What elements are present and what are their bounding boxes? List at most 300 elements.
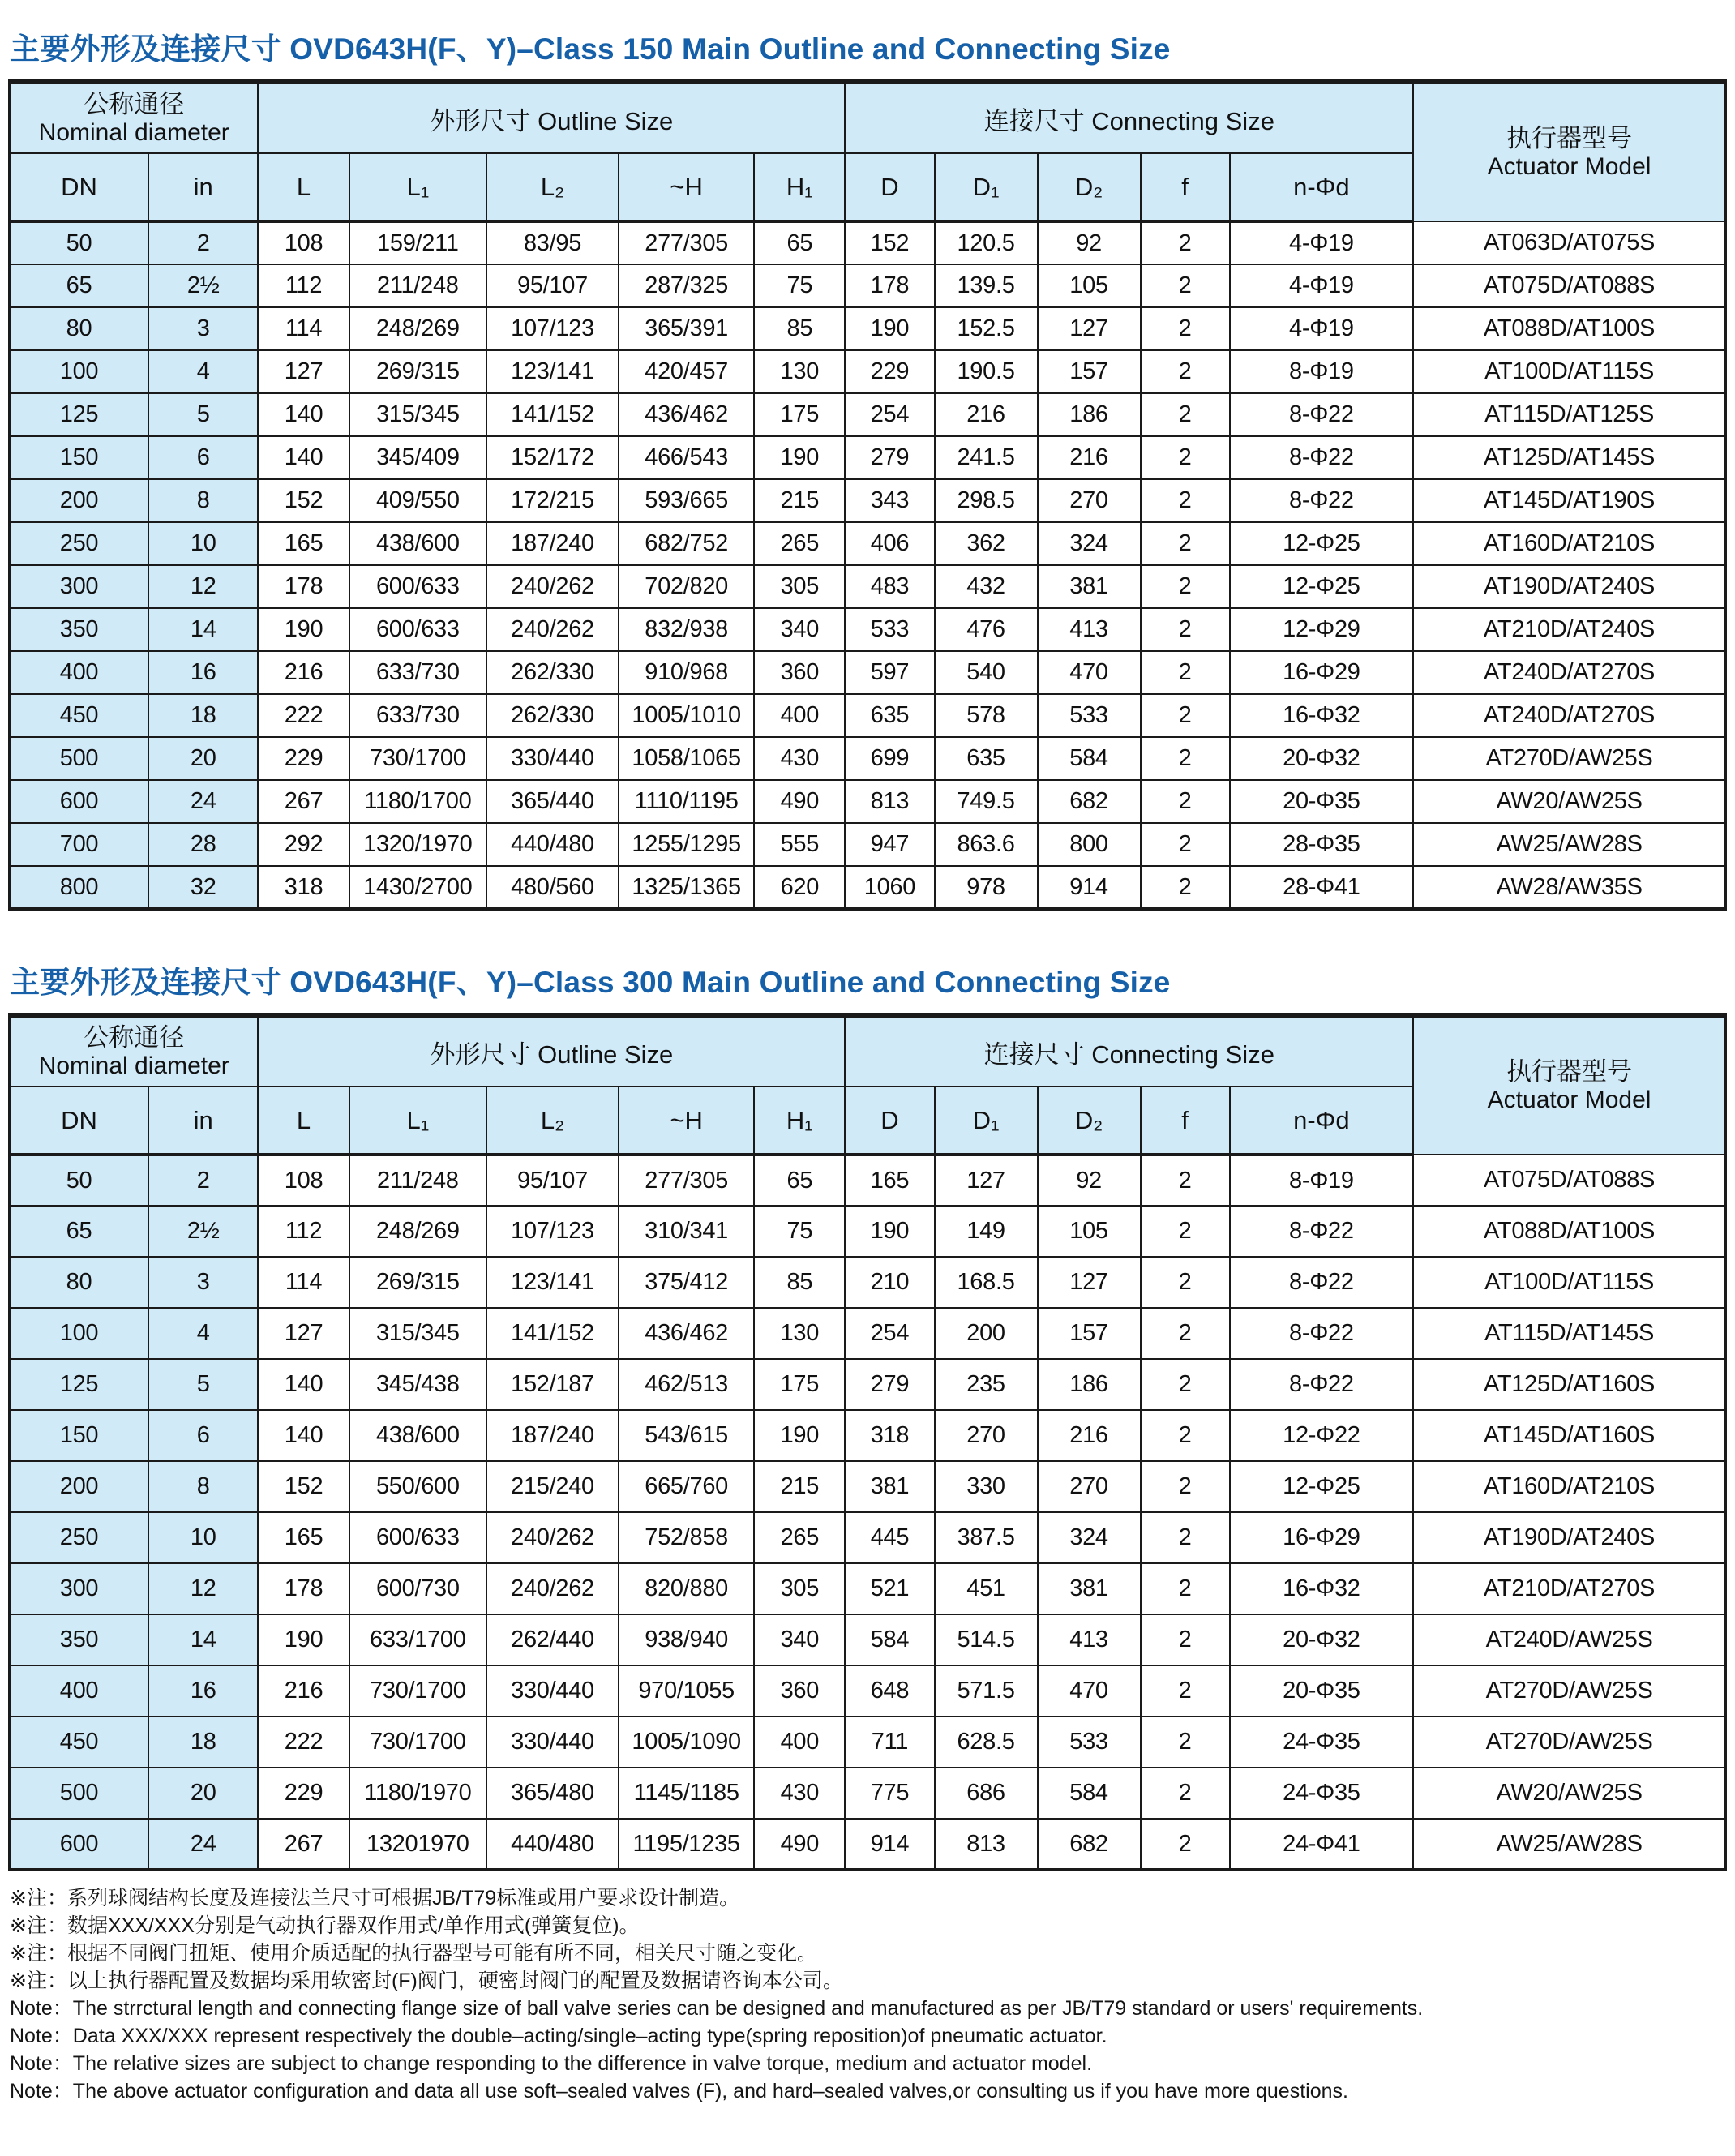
class300-dimension-table — [8, 1013, 1727, 1871]
dimension-cell: 2 — [1141, 1819, 1230, 1870]
dimension-cell: 365/391 — [619, 307, 754, 350]
dn-cell: 300 — [10, 1563, 148, 1614]
dimension-cell: 127 — [1038, 1257, 1141, 1308]
dimension-cell: 12-Φ25 — [1230, 522, 1414, 565]
dimension-cell: 92 — [1038, 1155, 1141, 1206]
actuator-model-header — [1413, 1015, 1725, 1155]
dimension-cell: 820/880 — [619, 1563, 754, 1614]
dn-cell: 350 — [10, 1614, 148, 1665]
dimension-cell: 114 — [258, 1257, 349, 1308]
dimension-cell: 8-Φ22 — [1230, 479, 1414, 522]
note-line: ※注：系列球阀结构长度及连接法兰尺寸可根据JB/T79标准或用户要求设计制造。 — [10, 1887, 740, 1910]
column-header-l: L₁ — [349, 153, 486, 221]
dimension-cell: 436/462 — [619, 1308, 754, 1359]
dimension-cell: 360 — [754, 1665, 845, 1717]
dimension-cell: 409/550 — [349, 479, 486, 522]
dimension-cell: 190.5 — [935, 350, 1038, 393]
dn-cell: 80 — [10, 307, 148, 350]
dimension-cell: 2 — [148, 221, 258, 264]
dimension-cell: 24 — [148, 780, 258, 823]
dimension-cell: 20 — [148, 1768, 258, 1819]
actuator-model-cell: AT063D/AT075S — [1413, 221, 1725, 264]
dimension-cell: 190 — [754, 436, 845, 479]
dimension-cell: 298.5 — [935, 479, 1038, 522]
actuator-model-cell: AW28/AW35S — [1413, 866, 1725, 909]
dimension-cell: 483 — [845, 565, 934, 608]
dimension-cell: 438/600 — [349, 522, 486, 565]
dimension-cell: 813 — [845, 780, 934, 823]
dimension-cell: 240/262 — [486, 1563, 619, 1614]
dimension-cell: 65 — [754, 1155, 845, 1206]
actuator-model-cell: AW20/AW25S — [1413, 780, 1725, 823]
dimension-cell: 240/262 — [486, 608, 619, 651]
column-header-d: D — [845, 153, 934, 221]
dimension-cell: 108 — [258, 1155, 349, 1206]
dimension-cell: 413 — [1038, 608, 1141, 651]
actuator-model-cell: AW25/AW28S — [1413, 1819, 1725, 1870]
dimension-cell: 157 — [1038, 1308, 1141, 1359]
group-header-row — [10, 1015, 1726, 1087]
actuator-model-cell: AT270D/AW25S — [1413, 1717, 1725, 1768]
column-header-dn: DN — [10, 1087, 148, 1155]
dimension-cell: 254 — [845, 1308, 934, 1359]
dimension-cell: 315/345 — [349, 393, 486, 436]
actuator-model-cell: AT088D/AT100S — [1413, 307, 1725, 350]
dimension-cell: 216 — [258, 1665, 349, 1717]
dimension-cell: 105 — [1038, 1206, 1141, 1257]
dimension-cell: 165 — [258, 522, 349, 565]
dimension-cell: 152 — [845, 221, 934, 264]
actuator-model-cell: AT160D/AT210S — [1413, 522, 1725, 565]
dimension-cell: 267 — [258, 1819, 349, 1870]
dimension-cell: 665/760 — [619, 1461, 754, 1512]
dimension-cell: 216 — [258, 651, 349, 694]
dimension-cell: 165 — [845, 1155, 934, 1206]
table-row — [10, 264, 1726, 307]
dimension-cell: 1145/1185 — [619, 1768, 754, 1819]
note-line: Note：Data XXX/XXX represent respectively the double–acting/single–acting type(spring reposition)of pneumatic actuator. — [10, 2025, 1107, 2047]
dimension-cell: 682 — [1038, 1819, 1141, 1870]
dimension-cell: 978 — [935, 866, 1038, 909]
dimension-cell: 141/152 — [486, 1308, 619, 1359]
dimension-cell: 141/152 — [486, 393, 619, 436]
dimension-cell: 2 — [1141, 1308, 1230, 1359]
column-header-l: L₂ — [486, 153, 619, 221]
dimension-cell: 8-Φ19 — [1230, 1155, 1414, 1206]
dimension-cell: 1320/1970 — [349, 823, 486, 866]
dimension-cell: 578 — [935, 694, 1038, 737]
dn-cell: 400 — [10, 651, 148, 694]
dimension-cell: 593/665 — [619, 479, 754, 522]
dimension-cell: 6 — [148, 436, 258, 479]
dimension-cell: 340 — [754, 1614, 845, 1665]
dimension-cell: 75 — [754, 264, 845, 307]
table-row — [10, 1359, 1726, 1410]
dimension-cell: 476 — [935, 608, 1038, 651]
dimension-cell: 10 — [148, 522, 258, 565]
dimension-cell: 1180/1970 — [349, 1768, 486, 1819]
dimension-cell: 4-Φ19 — [1230, 221, 1414, 264]
dimension-cell: 215 — [754, 1461, 845, 1512]
dimension-cell: 2 — [1141, 1155, 1230, 1206]
dimension-cell: 65 — [754, 221, 845, 264]
dimension-cell: 130 — [754, 350, 845, 393]
dimension-cell: 112 — [258, 1206, 349, 1257]
dimension-cell: 318 — [258, 866, 349, 909]
dn-cell: 300 — [10, 565, 148, 608]
dimension-cell: 8 — [148, 479, 258, 522]
dimension-cell: 95/107 — [486, 264, 619, 307]
dimension-cell: 2½ — [148, 1206, 258, 1257]
column-header-f: f — [1141, 1087, 1230, 1155]
dimension-cell: 2 — [1141, 866, 1230, 909]
dimension-cell: 190 — [845, 1206, 934, 1257]
dimension-cell: 540 — [935, 651, 1038, 694]
column-header-l: L₂ — [486, 1087, 619, 1155]
dimension-cell: 365/440 — [486, 780, 619, 823]
dimension-cell: 635 — [845, 694, 934, 737]
dn-cell: 350 — [10, 608, 148, 651]
column-header-dn: DN — [10, 153, 148, 221]
dimension-cell: 262/440 — [486, 1614, 619, 1665]
dimension-cell: 120.5 — [935, 221, 1038, 264]
actuator-model-cell: AT100D/AT115S — [1413, 1257, 1725, 1308]
dimension-cell: 682 — [1038, 780, 1141, 823]
dimension-cell: 277/305 — [619, 1155, 754, 1206]
dimension-cell: 140 — [258, 436, 349, 479]
dimension-cell: 2 — [1141, 1665, 1230, 1717]
dimension-cell: 16 — [148, 651, 258, 694]
column-header-nd: n-Φd — [1230, 1087, 1414, 1155]
dimension-cell: 159/211 — [349, 221, 486, 264]
dimension-cell: 633/730 — [349, 694, 486, 737]
nominal-diameter-en: Nominal diameter — [38, 1052, 229, 1079]
dimension-cell: 16-Φ32 — [1230, 1563, 1414, 1614]
nominal-diameter-header — [10, 1015, 259, 1087]
table-row — [10, 522, 1726, 565]
dimension-cell: 400 — [754, 1717, 845, 1768]
dimension-cell: 533 — [845, 608, 934, 651]
dimension-cell: 287/325 — [619, 264, 754, 307]
dimension-cell: 18 — [148, 1717, 258, 1768]
actuator-model-cell: AT240D/AW25S — [1413, 1614, 1725, 1665]
table-row — [10, 1206, 1726, 1257]
dimension-cell: 172/215 — [486, 479, 619, 522]
dimension-cell: 4 — [148, 350, 258, 393]
dimension-cell: 584 — [1038, 737, 1141, 780]
group-header-row — [10, 82, 1726, 153]
column-header-h: ~H — [619, 1087, 754, 1155]
dimension-cell: 152.5 — [935, 307, 1038, 350]
dimension-cell: 24-Φ35 — [1230, 1717, 1414, 1768]
dimension-cell: 305 — [754, 565, 845, 608]
dimension-cell: 8-Φ19 — [1230, 350, 1414, 393]
dimension-cell: 190 — [754, 1410, 845, 1461]
dimension-cell: 5 — [148, 1359, 258, 1410]
dimension-cell: 813 — [935, 1819, 1038, 1870]
actuator-model-cell: AT145D/AT190S — [1413, 479, 1725, 522]
dn-cell: 400 — [10, 1665, 148, 1717]
dimension-cell: 2 — [1141, 350, 1230, 393]
dimension-cell: 2 — [1141, 694, 1230, 737]
dimension-cell: 270 — [1038, 479, 1141, 522]
dimension-cell: 324 — [1038, 522, 1141, 565]
dimension-cell: 440/480 — [486, 823, 619, 866]
column-header-d: D — [845, 1087, 934, 1155]
actuator-model-zh: 执行器型号 — [1506, 1057, 1633, 1086]
dimension-cell: 123/141 — [486, 1257, 619, 1308]
actuator-model-cell: AT190D/AT240S — [1413, 1512, 1725, 1563]
dimension-cell: 270 — [935, 1410, 1038, 1461]
dimension-cell: 178 — [258, 1563, 349, 1614]
dimension-cell: 438/600 — [349, 1410, 486, 1461]
table-row — [10, 350, 1726, 393]
dimension-cell: 12-Φ25 — [1230, 565, 1414, 608]
dimension-cell: 571.5 — [935, 1665, 1038, 1717]
dimension-cell: 229 — [845, 350, 934, 393]
dimension-cell: 635 — [935, 737, 1038, 780]
footnotes-en — [10, 1995, 1727, 2105]
dn-cell: 125 — [10, 393, 148, 436]
dimension-cell: 16-Φ32 — [1230, 694, 1414, 737]
dimension-cell: 8-Φ22 — [1230, 393, 1414, 436]
dimension-cell: 430 — [754, 737, 845, 780]
dimension-cell: 1325/1365 — [619, 866, 754, 909]
dimension-cell: 2 — [1141, 1717, 1230, 1768]
dimension-cell: 20-Φ32 — [1230, 737, 1414, 780]
dimension-cell: 490 — [754, 780, 845, 823]
dimension-cell: 12-Φ25 — [1230, 1461, 1414, 1512]
dimension-cell: 400 — [754, 694, 845, 737]
dn-cell: 500 — [10, 737, 148, 780]
dimension-cell: 222 — [258, 1717, 349, 1768]
table-row — [10, 1410, 1726, 1461]
dn-cell: 80 — [10, 1257, 148, 1308]
dimension-cell: 18 — [148, 694, 258, 737]
class300-table-header — [10, 1015, 1726, 1155]
dimension-cell: 168.5 — [935, 1257, 1038, 1308]
actuator-model-cell: AT125D/AT160S — [1413, 1359, 1725, 1410]
column-header-d: D₁ — [935, 153, 1038, 221]
footnotes — [10, 1884, 1727, 2105]
dimension-cell: 175 — [754, 1359, 845, 1410]
dimension-cell: 13201970 — [349, 1819, 486, 1870]
actuator-model-cell: AW25/AW28S — [1413, 823, 1725, 866]
dimension-cell: 711 — [845, 1717, 934, 1768]
dimension-cell: 187/240 — [486, 1410, 619, 1461]
dimension-cell: 436/462 — [619, 393, 754, 436]
dn-cell: 700 — [10, 823, 148, 866]
dimension-cell: 178 — [258, 565, 349, 608]
dimension-cell: 4 — [148, 1308, 258, 1359]
dn-cell: 65 — [10, 1206, 148, 1257]
dimension-cell: 462/513 — [619, 1359, 754, 1410]
dimension-cell: 387.5 — [935, 1512, 1038, 1563]
dimension-cell: 2 — [1141, 1410, 1230, 1461]
dimension-cell: 910/968 — [619, 651, 754, 694]
dimension-cell: 240/262 — [486, 1512, 619, 1563]
actuator-model-cell: AT100D/AT115S — [1413, 350, 1725, 393]
column-header-d: D₂ — [1038, 153, 1141, 221]
dimension-cell: 330/440 — [486, 1717, 619, 1768]
dimension-cell: 2 — [1141, 307, 1230, 350]
dimension-cell: 970/1055 — [619, 1665, 754, 1717]
actuator-model-cell: AT210D/AT270S — [1413, 1563, 1725, 1614]
dimension-cell: 28 — [148, 823, 258, 866]
dimension-cell: 381 — [1038, 565, 1141, 608]
dimension-cell: 430 — [754, 1768, 845, 1819]
dimension-cell: 149 — [935, 1206, 1038, 1257]
actuator-model-cell: AT145D/AT160S — [1413, 1410, 1725, 1461]
dimension-cell: 2½ — [148, 264, 258, 307]
dn-cell: 50 — [10, 221, 148, 264]
dimension-cell: 628.5 — [935, 1717, 1038, 1768]
dn-cell: 600 — [10, 1819, 148, 1870]
dimension-cell: 175 — [754, 393, 845, 436]
dimension-cell: 292 — [258, 823, 349, 866]
dimension-cell: 10 — [148, 1512, 258, 1563]
dimension-cell: 95/107 — [486, 1155, 619, 1206]
dimension-cell: 633/730 — [349, 651, 486, 694]
class150-table-body — [10, 221, 1726, 909]
dimension-cell: 12 — [148, 565, 258, 608]
dimension-cell: 152 — [258, 479, 349, 522]
actuator-model-header — [1413, 82, 1725, 221]
dimension-cell: 265 — [754, 1512, 845, 1563]
dn-cell: 600 — [10, 780, 148, 823]
dimension-cell: 12 — [148, 1563, 258, 1614]
dimension-cell: 775 — [845, 1768, 934, 1819]
table-row — [10, 823, 1726, 866]
dimension-cell: 330/440 — [486, 737, 619, 780]
dimension-cell: 2 — [1141, 1768, 1230, 1819]
dimension-cell: 127 — [258, 350, 349, 393]
dimension-cell: 451 — [935, 1563, 1038, 1614]
actuator-model-cell: AT240D/AT270S — [1413, 694, 1725, 737]
actuator-model-en: Actuator Model — [1487, 152, 1651, 180]
column-header-h: H₁ — [754, 1087, 845, 1155]
dimension-cell: 584 — [1038, 1768, 1141, 1819]
dimension-cell: 8 — [148, 1461, 258, 1512]
table-row — [10, 1819, 1726, 1870]
dimension-cell: 6 — [148, 1410, 258, 1461]
dimension-cell: 85 — [754, 1257, 845, 1308]
dn-cell: 250 — [10, 1512, 148, 1563]
dimension-cell: 490 — [754, 1819, 845, 1870]
dimension-cell: 211/248 — [349, 1155, 486, 1206]
actuator-model-cell: AT240D/AT270S — [1413, 651, 1725, 694]
table-row — [10, 1614, 1726, 1665]
dimension-cell: 8-Φ22 — [1230, 1359, 1414, 1410]
dimension-cell: 14 — [148, 1614, 258, 1665]
actuator-model-cell: AT075D/AT088S — [1413, 1155, 1725, 1206]
actuator-model-cell: AT270D/AW25S — [1413, 737, 1725, 780]
dimension-cell: 413 — [1038, 1614, 1141, 1665]
dimension-cell: 5 — [148, 393, 258, 436]
dn-cell: 450 — [10, 694, 148, 737]
dimension-cell: 555 — [754, 823, 845, 866]
dimension-cell: 2 — [1141, 1257, 1230, 1308]
table-row — [10, 565, 1726, 608]
column-header-l: L — [258, 153, 349, 221]
dimension-cell: 83/95 — [486, 221, 619, 264]
dimension-cell: 165 — [258, 1512, 349, 1563]
dimension-cell: 20-Φ35 — [1230, 780, 1414, 823]
note-line: Note：The above actuator configuration and data all use soft–sealed valves (F), and hard–sealed valves,or consulting us if you have more questions. — [10, 2080, 1348, 2102]
table-row — [10, 780, 1726, 823]
dimension-cell: 514.5 — [935, 1614, 1038, 1665]
table-row — [10, 737, 1726, 780]
dimension-cell: 267 — [258, 780, 349, 823]
connecting-size-header: 连接尺寸 Connecting Size — [845, 82, 1413, 153]
dimension-cell: 863.6 — [935, 823, 1038, 866]
table-row — [10, 479, 1726, 522]
dimension-cell: 24-Φ35 — [1230, 1768, 1414, 1819]
dimension-cell: 127 — [1038, 307, 1141, 350]
dimension-cell: 123/141 — [486, 350, 619, 393]
dimension-cell: 2 — [1141, 565, 1230, 608]
dimension-cell: 533 — [1038, 694, 1141, 737]
footnotes-zh — [10, 1884, 1727, 1995]
dimension-cell: 686 — [935, 1768, 1038, 1819]
dimension-cell: 597 — [845, 651, 934, 694]
dimension-cell: 343 — [845, 479, 934, 522]
dimension-cell: 440/480 — [486, 1819, 619, 1870]
dimension-cell: 330/440 — [486, 1665, 619, 1717]
dimension-cell: 28-Φ41 — [1230, 866, 1414, 909]
dimension-cell: 20-Φ32 — [1230, 1614, 1414, 1665]
nominal-diameter-header — [10, 82, 259, 153]
dimension-cell: 2 — [1141, 1614, 1230, 1665]
dimension-cell: 216 — [1038, 436, 1141, 479]
dimension-cell: 270 — [1038, 1461, 1141, 1512]
dimension-cell: 12-Φ22 — [1230, 1410, 1414, 1461]
dimension-cell: 152/172 — [486, 436, 619, 479]
actuator-model-cell: AT088D/AT100S — [1413, 1206, 1725, 1257]
table-row — [10, 1512, 1726, 1563]
dimension-cell: 8-Φ22 — [1230, 436, 1414, 479]
table-row — [10, 866, 1726, 909]
dimension-cell: 521 — [845, 1563, 934, 1614]
dimension-cell: 406 — [845, 522, 934, 565]
actuator-model-cell: AT210D/AT240S — [1413, 608, 1725, 651]
dimension-cell: 324 — [1038, 1512, 1141, 1563]
dimension-cell: 360 — [754, 651, 845, 694]
column-header-in: in — [148, 153, 258, 221]
column-header-l: L₁ — [349, 1087, 486, 1155]
dimension-cell: 318 — [845, 1410, 934, 1461]
dimension-cell: 248/269 — [349, 1206, 486, 1257]
dimension-cell: 730/1700 — [349, 737, 486, 780]
dimension-cell: 211/248 — [349, 264, 486, 307]
column-header-h: ~H — [619, 153, 754, 221]
dimension-cell: 470 — [1038, 1665, 1141, 1717]
note-line: ※注：以上执行器配置及数据均采用软密封(F)阀门，硬密封阀门的配置及数据请咨询本公司。 — [10, 1970, 843, 1992]
dimension-cell: 749.5 — [935, 780, 1038, 823]
actuator-model-cell: AT075D/AT088S — [1413, 264, 1725, 307]
dimension-cell: 216 — [1038, 1410, 1141, 1461]
table1-title: 主要外形及连接尺寸 OVD643H(F、Y)–Class 150 Main Outline and Connecting Size — [10, 32, 1171, 66]
dn-cell: 250 — [10, 522, 148, 565]
dimension-cell: 262/330 — [486, 694, 619, 737]
dimension-cell: 2 — [1141, 479, 1230, 522]
dn-cell: 150 — [10, 436, 148, 479]
actuator-model-cell: AT190D/AT240S — [1413, 565, 1725, 608]
dimension-cell: 187/240 — [486, 522, 619, 565]
dimension-cell: 2 — [1141, 1512, 1230, 1563]
dimension-cell: 2 — [1141, 1359, 1230, 1410]
dimension-cell: 365/480 — [486, 1768, 619, 1819]
